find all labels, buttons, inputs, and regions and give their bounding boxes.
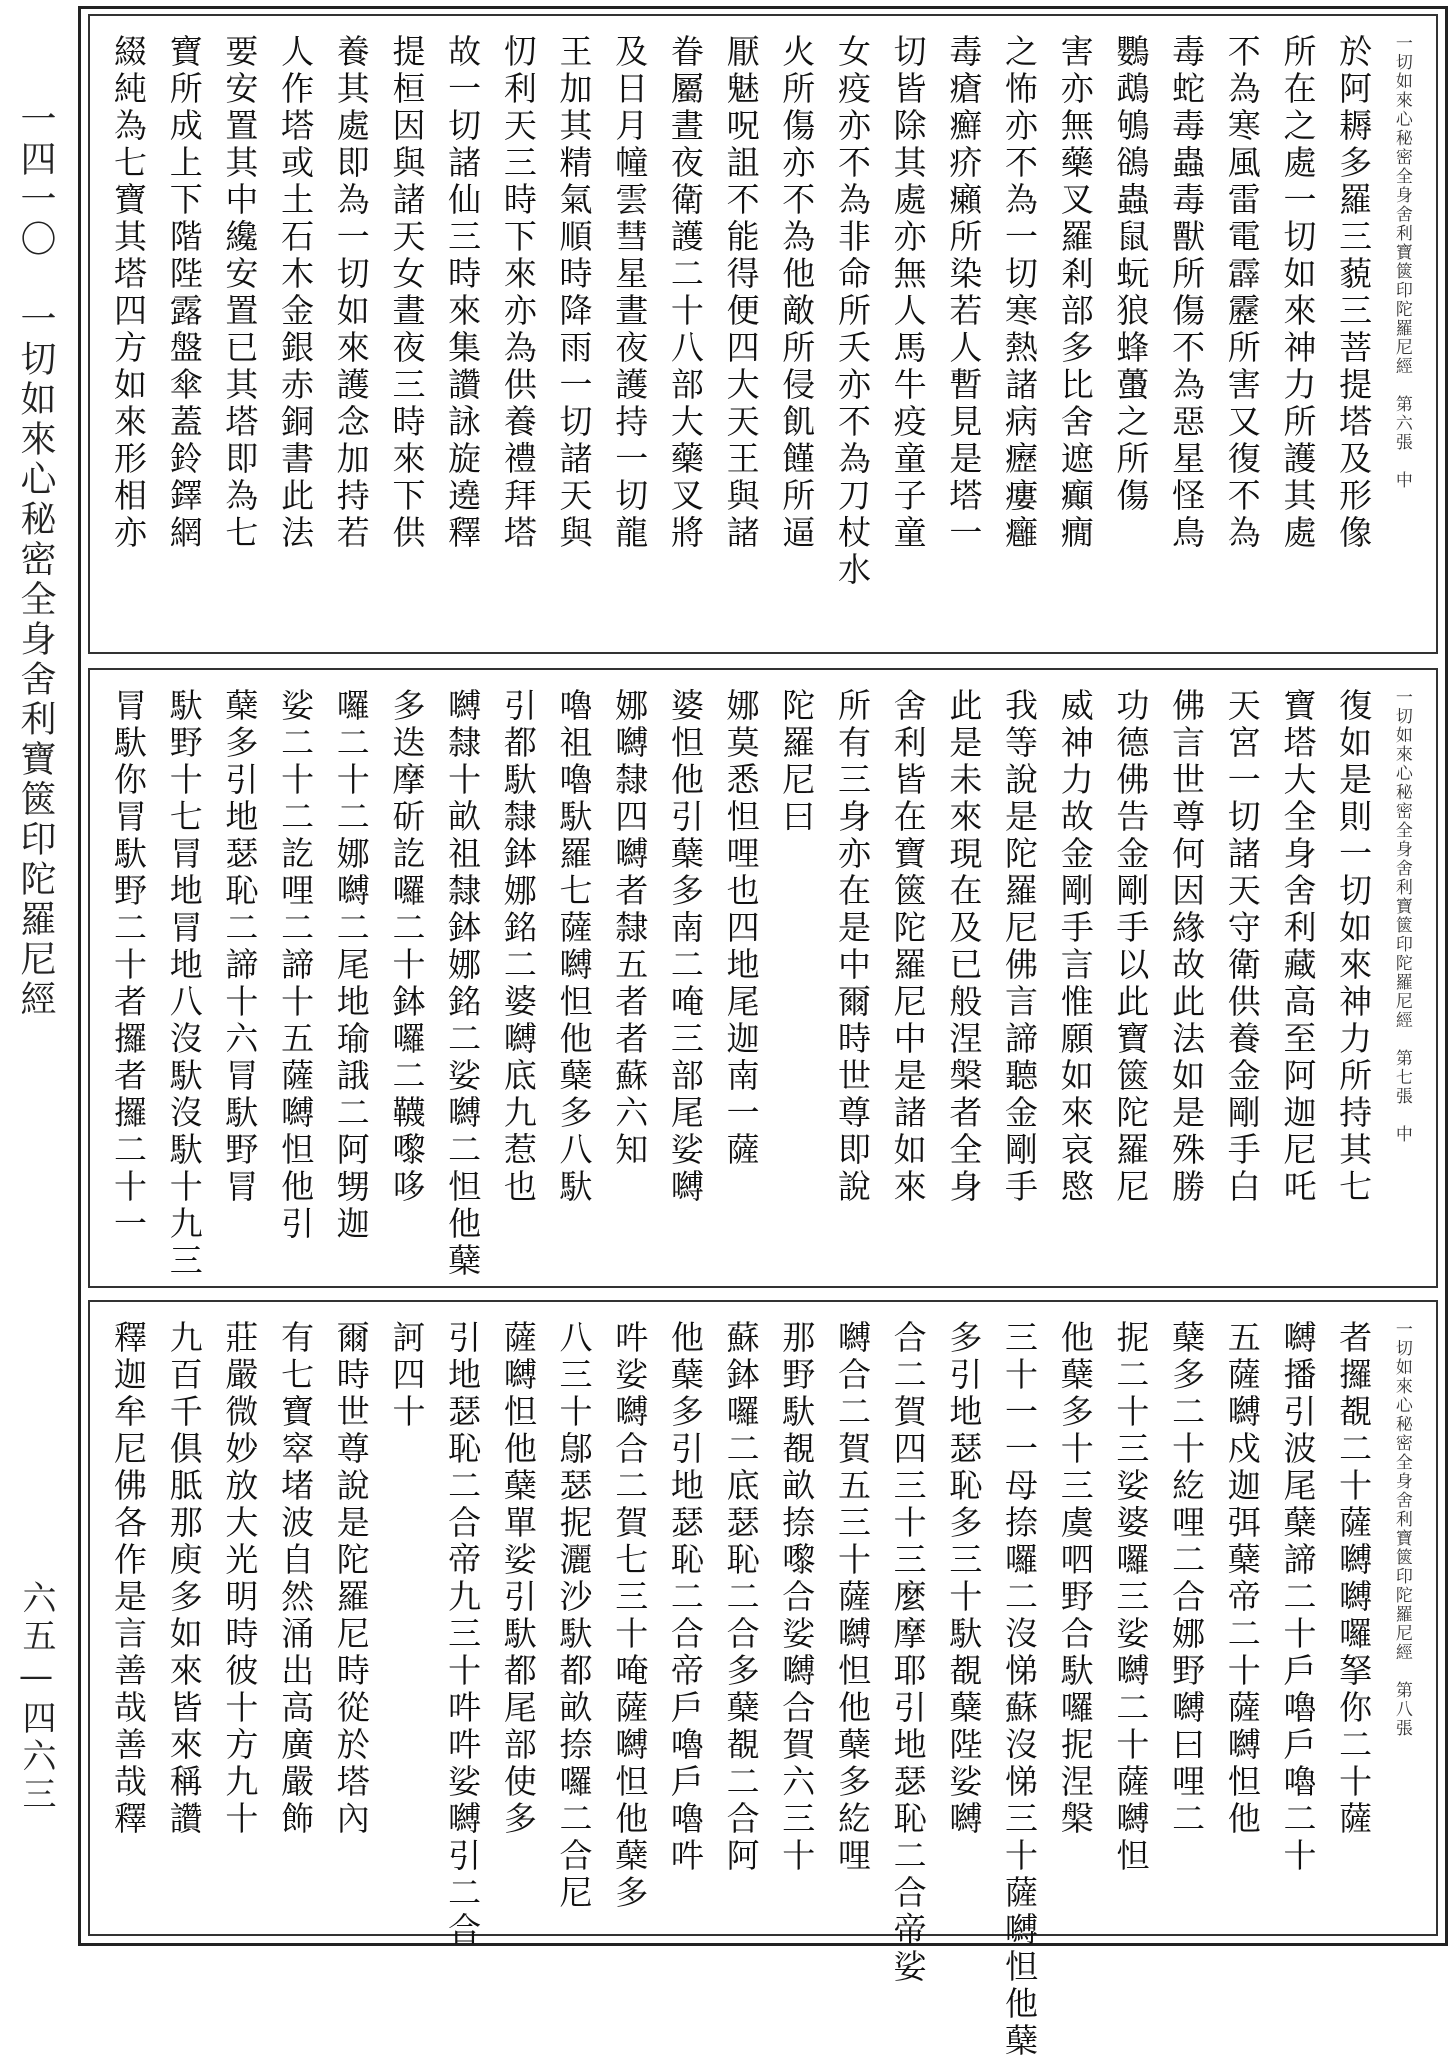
text-column: 嚩隸十畝祖隸鉢娜銘二娑嚩二怛他蘖 [443, 688, 483, 1280]
panel-header: 一切如來心秘密全身舍利寶篋印陀羅尼經 第六張 中 [1391, 34, 1412, 490]
text-column: 娜莫悉怛哩也四地尾迦南一薩 [721, 688, 761, 1169]
text-column: 切皆除其處亦無人馬牛疫童子童 [888, 34, 928, 552]
column-group [90, 670, 1436, 1286]
text-column: 莊嚴微妙放大光明時彼十方九十 [220, 1320, 260, 1838]
text-column: 他蘖多引地瑟恥二合帝戶嚕戶嚕吽 [665, 1320, 705, 1875]
page-margin [4, 100, 64, 1860]
text-column: 抳二十三娑婆囉三娑嚩二十薩嚩怛 [1111, 1320, 1151, 1875]
text-column: 毒瘡癬疥癩所染若人暫見是塔一 [944, 34, 984, 552]
text-column: 所在之處一切如來神力所護其處 [1278, 34, 1318, 552]
volume-title: 一四一〇 一切如來心秘密全身舍利寶篋印陀羅尼經 [15, 100, 56, 1020]
text-column: 合二賀四三十三麼摩耶引地瑟恥二合帝娑 [888, 1320, 928, 1986]
text-column: 薩嚩怛他蘖單娑引馱都尾部使多 [498, 1320, 538, 1838]
text-column: 此是未來現在及已般涅槃者全身 [944, 688, 984, 1206]
text-column: 所有三身亦在是中爾時世尊即說 [832, 688, 872, 1206]
text-column: 寶塔大全身舍利藏高至阿迦尼吒 [1278, 688, 1318, 1206]
text-column: 爾時世尊說是陀羅尼時從於塔內 [331, 1320, 371, 1838]
text-column: 威神力故金剛手言惟願如來哀愍 [1055, 688, 1095, 1206]
panel-header: 一切如來心秘密全身舍利寶篋印陀羅尼經 第七張 中 [1391, 688, 1412, 1144]
text-column: 綴純為七寶其塔四方如來形相亦 [109, 34, 148, 552]
text-column: 功德佛告金剛手以此寶篋陀羅尼 [1111, 688, 1151, 1206]
text-column: 寶所成上下階陛露盤傘蓋鈴鐸網 [164, 34, 204, 552]
text-column: 故一切諸仙三時來集讚詠旋遶釋 [443, 34, 483, 552]
text-column: 我等說是陀羅尼佛言諦聽金剛手 [1000, 688, 1039, 1206]
text-column: 復如是則一切如來神力所持其七 [1334, 688, 1374, 1206]
text-column: 眷屬晝夜衛護二十八部大藥叉將 [665, 34, 705, 552]
text-column: 及日月幢雲彗星晝夜護持一切龍 [610, 34, 650, 552]
text-column: 釋迦牟尼佛各作是言善哉善哉釋 [109, 1320, 148, 1838]
text-column: 害亦無藥叉羅剎部多比舍遮癲癇 [1055, 34, 1095, 552]
text-column: 婆怛他引蘖多南二唵三部尾娑嚩 [665, 688, 705, 1206]
text-column: 人作塔或土石木金銀赤銅書此法 [276, 34, 316, 552]
text-column: 娜嚩隸四嚩者隸五者者蘇六知 [610, 688, 650, 1169]
panel-header: 一切如來心秘密全身舍利寶篋印陀羅尼經 第八張 [1391, 1320, 1412, 1738]
text-column: 蘖多引地瑟恥二諦十六冐馱野冐 [220, 688, 260, 1206]
text-column: 陀羅尼曰 [777, 688, 817, 836]
text-column: 毒蛇毒蟲毒獸所傷不為惡星怪鳥 [1167, 34, 1207, 552]
text-column: 引地瑟恥二合帝九三十吽吽娑嚩引二合 [443, 1320, 483, 1949]
text-column: 多迭摩斫訖囉二十鉢囉二韈嚟哆 [387, 688, 427, 1206]
text-column: 八三十鄔瑟抳灑沙馱都畝捺囉二合尼 [554, 1320, 594, 1912]
column-group [90, 16, 1436, 652]
text-column: 不為寒風雷電霹靂所害又復不為 [1222, 34, 1262, 552]
text-column: 於阿耨多羅三藐三菩提塔及形像 [1334, 34, 1374, 552]
text-column: 囉二十二娜嚩二尾地瑜誐二阿甥迦 [331, 688, 371, 1243]
text-column: 者攞覩二十薩嚩嚩囉拏你二十薩 [1334, 1320, 1374, 1838]
text-column: 火所傷亦不為他敵所侵飢饉所逼 [777, 34, 817, 552]
text-column: 養其處即為一切如來護念加持若 [331, 34, 371, 552]
text-column: 王加其精氣順時降雨一切諸天與 [554, 34, 594, 552]
text-column: 三十一一母捺囉二沒悌蘇沒悌三十薩嚩怛他蘖 [1000, 1320, 1039, 2060]
page-number: 六五—四六三 [16, 1580, 56, 1814]
text-column: 忉利天三時下來亦為供養禮拜塔 [498, 34, 538, 552]
text-panel-1 [88, 14, 1438, 654]
text-column: 厭魅呪詛不能得便四大天王與諸 [721, 34, 761, 552]
text-column: 提桓因與諸天女晝夜三時來下供 [387, 34, 427, 552]
text-column: 鸚鵡鴝鵒蟲鼠蚖狼蜂蠆之所傷 [1111, 34, 1151, 515]
text-column: 有七寶窣堵波自然涌出高廣嚴飾 [276, 1320, 316, 1838]
text-column: 佛言世尊何因緣故此法如是殊勝 [1167, 688, 1207, 1206]
text-column: 五薩嚩戍迦弭蘖帝二十薩嚩怛他 [1222, 1320, 1262, 1838]
text-column: 吽娑嚩合二賀七三十唵薩嚩怛他蘖多 [610, 1320, 650, 1912]
text-column: 娑二十二訖哩二諦十五薩嚩怛他引 [276, 688, 316, 1243]
text-column: 多引地瑟恥多三十馱覩蘖陛娑嚩 [944, 1320, 984, 1838]
text-column: 蘖多二十紇哩二合娜野嚩曰哩二 [1167, 1320, 1207, 1838]
text-column: 訶四十 [387, 1320, 427, 1431]
text-column: 那野馱覩畝捺嚟合娑嚩合賀六三十 [777, 1320, 817, 1875]
text-column: 馱野十七冐地冐地八沒馱沒馱十九三 [164, 688, 204, 1280]
text-column: 女疫亦不為非命所夭亦不為刀杖水 [832, 34, 872, 589]
text-column: 嚕祖嚕馱羅七薩嚩怛他蘖多八馱 [554, 688, 594, 1206]
text-column: 九百千俱胝那庾多如來皆來稱讚 [164, 1320, 204, 1838]
text-column: 要安置其中纔安置已其塔即為七 [220, 34, 260, 552]
text-column: 舍利皆在寶篋陀羅尼中是諸如來 [888, 688, 928, 1206]
text-column: 引都馱隸鉢娜銘二婆嚩底九惹也 [498, 688, 538, 1206]
column-group [90, 1302, 1436, 2060]
text-column: 冐馱你冐馱野二十者攞者攞二十一 [109, 688, 148, 1243]
text-column: 他蘖多十三虞呬野合馱囉抳涅槃 [1055, 1320, 1095, 1838]
text-panel-3 [88, 1300, 1438, 2060]
text-column: 天宮一切諸天守衛供養金剛手白 [1222, 688, 1262, 1206]
text-column: 嚩播引波尾蘖諦二十戶嚕戶嚕二十 [1278, 1320, 1318, 1875]
text-panel-2 [88, 668, 1438, 1288]
text-column: 蘇鉢囉二底瑟恥二合多蘖覩二合阿 [721, 1320, 761, 1875]
text-column: 之怖亦不為一切寒熱諸病癧瘻癰 [1000, 34, 1039, 552]
text-column: 嚩合二賀五三十薩嚩怛他蘖多紇哩 [832, 1320, 872, 1875]
